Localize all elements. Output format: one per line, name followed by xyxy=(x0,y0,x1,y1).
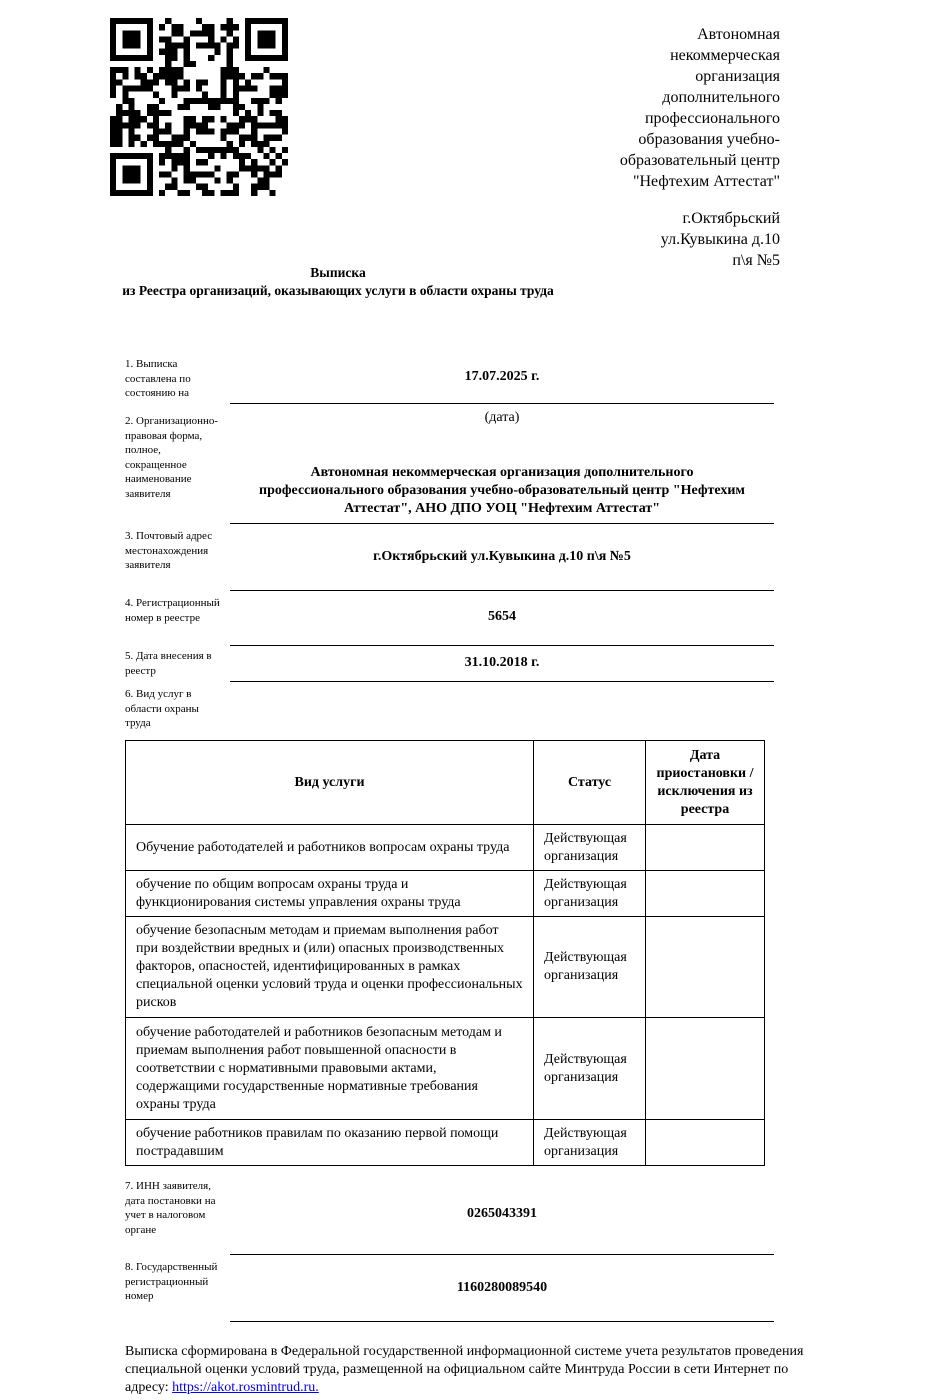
footer-link[interactable]: https://akot.rosmintrud.ru. xyxy=(172,1380,319,1395)
status-cell: Действующая организация xyxy=(534,917,646,1018)
qr-code xyxy=(110,18,288,196)
date-cell xyxy=(646,825,765,871)
document-title xyxy=(112,264,564,300)
header-status: Статус xyxy=(534,741,646,825)
table-row xyxy=(126,825,765,871)
field7-underline xyxy=(230,1254,774,1255)
field4-underline xyxy=(230,645,774,646)
service-cell: обучение по общим вопросам охраны труда и функционирования системы управления охраны труда xyxy=(126,871,534,917)
service-cell: обучение безопасным методам и приемам выполнения работ при воздействии вредных и (или) опасных производственных факторов, опасностей, идентифицированных в рамках специальной оценки условий труда и оценки профессиональных рисков xyxy=(126,917,534,1018)
field3-value: г.Октябрьский ул.Кувыкина д.10 п\я №5 xyxy=(373,549,631,564)
table-row xyxy=(126,917,765,1018)
field6-label: 6. Вид услуг в области охраны труда xyxy=(125,688,199,729)
field1-value: 17.07.2025 г. xyxy=(464,369,540,384)
table-header-row xyxy=(126,741,765,825)
field4-value: 5654 xyxy=(488,609,516,624)
table-row xyxy=(126,1018,765,1120)
field1-sublabel: (дата) xyxy=(484,410,520,425)
status-cell: Действующая организация xyxy=(534,1018,646,1120)
org-header-name: Автономная некоммерческая организация дополнительного профессионального образования учебно-образовательный центр "Нефтехим Аттестат" xyxy=(619,26,780,190)
field8-value: 1160280089540 xyxy=(456,1280,548,1295)
org-header-address: г.Октябрьский ул.Кувыкина д.10 п\я №5 xyxy=(660,210,780,269)
status-cell: Действующая организация xyxy=(534,871,646,917)
field7-label: 7. ИНН заявителя, дата постановки на учет в налоговом органе xyxy=(125,1180,216,1236)
header-date: Дата приостановки / исключения из реестра xyxy=(646,741,765,825)
services-table xyxy=(125,740,765,1166)
field3-label: 3. Почтовый адрес местонахождения заявителя xyxy=(125,530,213,571)
field3-underline xyxy=(230,590,774,591)
status-cell: Действующая организация xyxy=(534,1120,646,1166)
field1-label: 1. Выписка составлена по состоянию на xyxy=(125,358,191,399)
field5-label: 5. Дата внесения в реестр xyxy=(125,650,212,677)
field1-underline xyxy=(230,403,774,404)
date-cell xyxy=(646,1018,765,1120)
table-row xyxy=(126,1120,765,1166)
service-cell: обучение работодателей и работников безопасным методам и приемам выполнения работ повышенной опасности в соответствии с нормативными правовыми актами, содержащими государственные нормативные требования охраны труда xyxy=(126,1018,534,1120)
title-line2: из Реестра организаций, оказывающих услуги в области охраны труда xyxy=(122,283,554,298)
field8-underline xyxy=(230,1321,774,1322)
service-cell: обучение работников правилам по оказанию первой помощи пострадавшим xyxy=(126,1120,534,1166)
field2-value: Автономная некоммерческая организация дополнительного профессионального образования учебно-образовательный центр "Нефтехим Аттестат", АНО ДПО УОЦ "Нефтехим Аттестат" xyxy=(259,465,745,516)
table-row xyxy=(126,871,765,917)
date-cell xyxy=(646,917,765,1018)
field4-label: 4. Регистрационный номер в реестре xyxy=(125,597,220,624)
field5-value: 31.10.2018 г. xyxy=(464,655,540,670)
title-line1: Выписка xyxy=(310,265,366,280)
date-cell xyxy=(646,1120,765,1166)
date-cell xyxy=(646,871,765,917)
org-header xyxy=(590,24,780,271)
footer-note xyxy=(125,1343,825,1397)
header-service: Вид услуги xyxy=(126,741,534,825)
field2-underline xyxy=(230,523,774,524)
status-cell: Действующая организация xyxy=(534,825,646,871)
field7-value: 0265043391 xyxy=(467,1206,537,1221)
field2-label: 2. Организационно-правовая форма, полное, сокращенное наименование заявителя xyxy=(125,415,219,500)
field8-label: 8. Государственный регистрационный номер xyxy=(125,1261,218,1302)
footer-text: Выписка сформирована в Федеральной государственной информационной системе учета результатов проведения специальной оценки условий труда, размещенной на официальном сайте Минтруда России в сети Интернет по адресу: xyxy=(125,1344,804,1395)
service-cell: Обучение работодателей и работников вопросам охраны труда xyxy=(126,825,534,871)
field5-underline xyxy=(230,681,774,682)
